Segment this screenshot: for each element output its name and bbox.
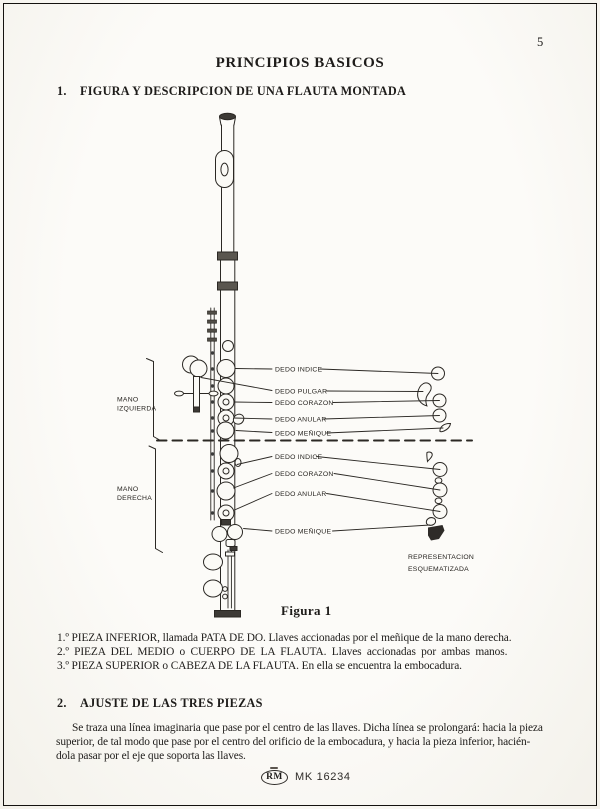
thumb-key: [175, 356, 219, 412]
page-title: PRINCIPIOS BASICOS: [215, 55, 385, 71]
paragraph-line: superior, de tal modo que pase por el centro del orificio de la embocadura, y hacia la pieza inferior, hacién-: [56, 736, 531, 748]
hand-label-left-2: IZQUIERDA: [117, 405, 157, 413]
schematic-representation: [418, 367, 451, 541]
logo-crown-mark: [270, 767, 278, 770]
right-hand-keys: [212, 445, 243, 551]
embouchure-hole: [221, 163, 228, 176]
paragraph-line: Se traza una línea imaginaria que pase por el centro de las llaves. Dicha línea se prolongará: hacia la pieza: [72, 722, 543, 734]
publisher-logo-text: RM: [266, 772, 283, 782]
hand-label-right-2: DERECHA: [117, 495, 152, 502]
left-hand-bracket: [147, 359, 161, 441]
publisher-logo: [261, 770, 288, 785]
finger-label-lh-corazon: DEDO CORAZON: [275, 400, 334, 407]
finger-label-lh-pulgar: DEDO PULGAR: [275, 388, 328, 396]
finger-label-rh-indice: DEDO INDICE: [275, 454, 323, 461]
finger-label-lh-indice: DEDO INDICE: [275, 366, 323, 374]
section2-heading: [57, 696, 263, 711]
list-item: 2.º PIEZA DEL MEDIO o CUERPO DE LA FLAUTA. Llaves accionadas por ambas manos.: [57, 646, 508, 658]
section1-number: 1.: [57, 84, 67, 98]
hand-label-left-1: MANO: [117, 396, 139, 404]
publisher-footer: [261, 769, 351, 785]
schematic-label-2: ESQUEMATIZADA: [408, 566, 469, 573]
page-number: 5: [537, 35, 544, 49]
list-item: 1.º PIEZA INFERIOR, llamada PATA DE DO. Llaves accionadas por el meñique de la mano derecha.: [57, 632, 512, 644]
finger-label-lh-menique: DEDO MEÑIQUE: [275, 430, 332, 438]
finger-label-lh-anular: DEDO ANULAR: [275, 416, 327, 424]
flute-crown: [220, 113, 236, 119]
left-hand-keys: [217, 341, 244, 440]
section2-heading-text: AJUSTE DE LAS TRES PIEZAS: [80, 696, 263, 710]
section1-heading-text: FIGURA Y DESCRIPCION DE UNA FLAUTA MONTADA: [80, 84, 407, 98]
paragraph-line: dola pasar por el eje que soporta las llaves.: [56, 750, 246, 762]
finger-label-rh-menique: DEDO MEÑIQUE: [275, 528, 332, 536]
section2-number: 2.: [57, 696, 67, 710]
pieces-list: [57, 631, 544, 673]
finger-label-rh-anular: DEDO ANULAR: [275, 491, 327, 498]
finger-label-rh-corazon: DEDO CORAZON: [275, 471, 334, 478]
schematic-label-1: REPRESENTACION: [408, 554, 475, 561]
list-item: 3.º PIEZA SUPERIOR o CABEZA DE LA FLAUTA. En ella se encuentra la embocadura.: [57, 660, 462, 672]
figure-caption: Figura 1: [281, 603, 332, 618]
flute-illustration: [175, 113, 244, 617]
plate-number: MK 16234: [295, 771, 351, 783]
hand-label-right-1: MANO: [117, 486, 139, 493]
body-paragraph: [56, 721, 545, 763]
foot-joint-keys: [204, 550, 235, 608]
